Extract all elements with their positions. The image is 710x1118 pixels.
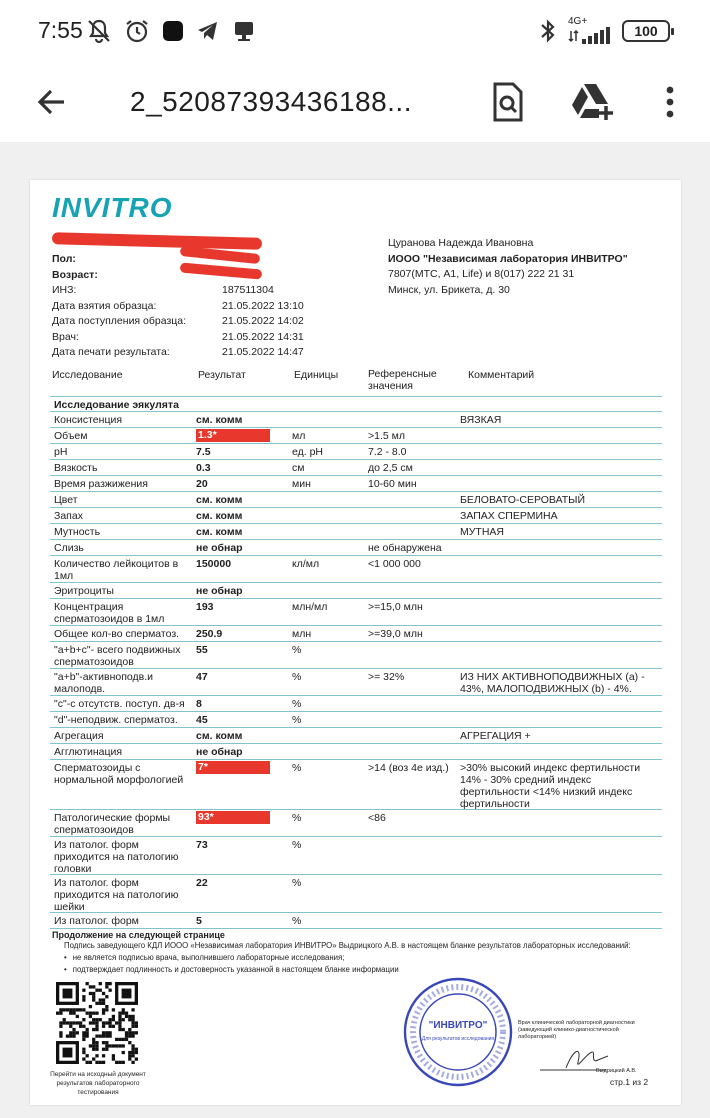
cell-name: pH — [54, 446, 68, 458]
cell-name: Из патолог. форм — [54, 915, 139, 927]
header-name: Исследование — [52, 369, 123, 381]
mute-icon — [86, 18, 112, 44]
table-row — [50, 837, 662, 875]
header-unit: Единицы — [294, 369, 339, 381]
system-icons — [538, 17, 670, 45]
cell-result: 7* — [196, 761, 270, 774]
invitro-logo: INVITRO — [52, 192, 173, 223]
patient-field-value: 187511304 — [222, 284, 274, 296]
cell-result: см. комм — [196, 730, 243, 742]
cell-comment: >30% высокий индекс фертильности 14% - 30% средний индекс фертильности <14% низкий индекс фертильности — [460, 762, 641, 810]
patient-field-value: 21.05.2022 13:10 — [222, 299, 304, 312]
table-row — [50, 583, 662, 599]
app-bar — [0, 62, 710, 142]
table-row — [50, 556, 662, 583]
signature-bullet-1: • не является подписью врача, выполнившего лабораторные исследования; — [52, 952, 672, 964]
patient-field — [52, 283, 392, 299]
cell-result: 0.3 — [196, 462, 211, 474]
patient-field-label: Дата взятия образца: — [52, 299, 157, 312]
cell-unit: % — [292, 762, 302, 774]
patient-info — [52, 252, 392, 361]
cell-result: 45 — [196, 714, 208, 726]
header-ref: Референсные значения — [368, 368, 437, 392]
cell-unit: % — [292, 839, 302, 851]
cell-name: Вязкость — [54, 462, 98, 474]
add-to-drive-icon — [570, 82, 614, 122]
cell-unit: % — [292, 714, 302, 726]
cell-ref: 7.2 - 8.0 — [368, 446, 407, 458]
table-row — [50, 476, 662, 492]
lab-info — [388, 236, 678, 298]
cell-name: Запах — [54, 510, 83, 522]
cell-result: см. комм — [196, 414, 243, 426]
cell-name: "c"-с отсутств. поступ. дв-я — [54, 698, 185, 710]
table-row — [50, 444, 662, 460]
cell-name: Консистенция — [54, 414, 123, 426]
table-row — [50, 744, 662, 760]
cell-comment: ИЗ НИХ АКТИВНОПОДВИЖНЫХ (a) - 43%, МАЛОПОДВИЖНЫХ (b) - 4%. — [460, 671, 645, 695]
patient-field-label: Возраст: — [52, 268, 98, 281]
cell-comment: ЗАПАХ СПЕРМИНА — [460, 510, 558, 522]
section-title: Исследование эякулята — [50, 396, 662, 412]
cell-unit: мл — [292, 430, 306, 442]
cell-name: Цвет — [54, 494, 78, 506]
cell-result: не обнар — [196, 585, 243, 597]
patient-field — [52, 268, 392, 284]
table-row — [50, 669, 662, 696]
cell-result: не обнар — [196, 746, 243, 758]
back-arrow-icon[interactable] — [34, 84, 70, 120]
cell-unit: % — [292, 812, 302, 824]
cell-name: "a+b+c"- всего подвижных сперматозоидов — [54, 644, 181, 668]
table-row — [50, 508, 662, 524]
document-search-icon — [491, 82, 525, 122]
patient-field — [52, 345, 392, 361]
signal-icon — [568, 27, 612, 45]
cell-ref: >1.5 мл — [368, 430, 405, 442]
cell-result: 150000 — [196, 558, 232, 570]
table-row — [50, 810, 662, 837]
cell-result: 55 — [196, 644, 208, 656]
notification-icons — [86, 17, 256, 45]
table-row — [50, 599, 662, 626]
cell-unit: % — [292, 877, 302, 889]
patient-field-value: 21.05.2022 14:02 — [222, 315, 304, 327]
table-row — [50, 428, 662, 444]
cell-ref: <86 — [368, 812, 386, 824]
cell-unit: % — [292, 915, 302, 927]
patient-field-label: ИНЗ: — [52, 284, 77, 296]
page-number: стр.1 из 2 — [610, 1077, 649, 1087]
lab-doctor: Цуранова Надежда Ивановна — [388, 237, 534, 249]
cell-result: 8 — [196, 698, 202, 710]
signature-bullet-2: • подтверждает подлинность и достоверность указанной в настоящем бланке информации — [52, 964, 672, 976]
table-row — [50, 540, 662, 556]
patient-field-label: Дата печати результата: — [52, 346, 170, 358]
cell-ref: >14 (воз 4е изд.) — [368, 762, 449, 774]
cell-name: Из патолог. форм приходится на патологию головки — [54, 839, 179, 875]
cell-unit: млн — [292, 628, 312, 640]
cell-result: 93* — [196, 811, 270, 824]
cell-name: "d"-неподвиж. сперматоз. — [54, 714, 178, 726]
network-label: 4G+ — [568, 16, 588, 27]
cell-ref: >=39,0 млн — [368, 628, 423, 640]
table-row — [50, 728, 662, 744]
document-page — [30, 180, 681, 1105]
patient-field-value: 21.05.2022 14:47 — [222, 346, 304, 358]
cell-comment: АГРЕГАЦИЯ + — [460, 730, 531, 742]
bluetooth-icon — [538, 18, 558, 44]
patient-field — [52, 252, 392, 268]
signature-note: Подпись заведующего КДЛ ИООО «Независимая лаборатория ИНВИТРО» Выдрицкого А.В. в настоящем бланке результатов лабораторных исследований: — [64, 941, 631, 950]
cell-unit: кл/мл — [292, 558, 320, 570]
alarm-icon — [124, 18, 150, 44]
cell-comment: ВЯЗКАЯ — [460, 414, 502, 426]
cell-comment: МУТНАЯ — [460, 526, 504, 538]
doctor-name: Выдрицкий А.В. — [596, 1068, 637, 1074]
table-row — [50, 412, 662, 428]
table-header — [52, 368, 660, 396]
table-row — [50, 626, 662, 642]
cell-name: Концентрация сперматозоидов в 1мл — [54, 601, 165, 625]
patient-field — [52, 299, 392, 315]
cell-result: 20 — [196, 478, 208, 490]
footer — [52, 930, 672, 976]
qr-caption: Перейти на исходный документ результатов лабораторного тестирования — [50, 1071, 146, 1096]
cell-unit: % — [292, 671, 302, 683]
cell-result: 47 — [196, 671, 208, 683]
table-row — [50, 524, 662, 540]
cell-result: 250.9 — [196, 628, 223, 640]
redaction-mark — [52, 232, 262, 249]
lab-stamp — [402, 976, 514, 1088]
telegram-icon — [196, 19, 220, 43]
cell-name: Объем — [54, 430, 88, 442]
status-bar — [0, 0, 710, 62]
header-result: Результат — [198, 369, 246, 381]
cell-ref: до 2,5 см — [368, 462, 413, 474]
cell-name: Сперматозоиды с нормальной морфологией — [54, 762, 184, 786]
cell-unit: ед. pH — [292, 446, 323, 458]
table-row — [50, 875, 662, 913]
add-to-drive-button[interactable] — [570, 80, 614, 124]
more-options-button[interactable] — [648, 80, 692, 124]
stamp-text: "ИНВИТРО" — [428, 1020, 488, 1031]
table-row — [50, 760, 662, 810]
cell-name: Мутность — [54, 526, 101, 538]
document-title: 2_52087393436188... — [130, 86, 412, 117]
lab-org: ИООО "Независимая лаборатория ИНВИТРО" — [388, 252, 628, 265]
cell-ref: не обнаружена — [368, 542, 442, 554]
cell-name: Слизь — [54, 542, 84, 554]
cell-ref: <1 000 000 — [368, 558, 421, 570]
lab-phone: 7807(МТС, A1, Life) и 8(017) 222 21 31 — [388, 268, 575, 280]
cell-result: см. комм — [196, 526, 243, 538]
table-row — [50, 460, 662, 476]
cell-ref: >= 32% — [368, 671, 405, 683]
cell-name: Из патолог. форм приходится на патологию шейки — [54, 877, 179, 913]
app-icon — [162, 20, 184, 42]
cell-name: Общее кол-во сперматоз. — [54, 628, 180, 640]
cell-result: см. комм — [196, 510, 243, 522]
battery-indicator: 100 — [622, 20, 670, 42]
patient-field-label: Врач: — [52, 330, 79, 343]
cell-name: Время разжижения — [54, 478, 148, 490]
patient-field — [52, 330, 392, 346]
cell-name: Количество лейкоцитов в 1мл — [54, 558, 179, 582]
cell-name: Агглютинация — [54, 746, 123, 758]
table-row — [50, 712, 662, 728]
stamp-subtext: Для результатов исследования — [421, 1036, 495, 1042]
cell-unit: % — [292, 698, 302, 710]
table-row — [50, 492, 662, 508]
patient-field-label: Дата поступления образца: — [52, 315, 187, 327]
cell-result: 73 — [196, 839, 208, 851]
cell-ref: 10-60 мин — [368, 478, 417, 490]
cell-result: см. комм — [196, 494, 243, 506]
cell-name: "a+b"-активноподв.и малоподв. — [54, 671, 153, 695]
patient-field-value: 21.05.2022 14:31 — [222, 330, 304, 343]
cell-ref: >=15,0 млн — [368, 601, 423, 613]
cell-result: не обнар — [196, 542, 243, 554]
patient-field-label: Пол: — [52, 253, 76, 265]
cell-result: 1.3* — [196, 429, 270, 442]
cell-result: 193 — [196, 601, 214, 613]
cell-unit: см — [292, 462, 305, 474]
patient-field — [52, 314, 392, 330]
qr-code[interactable] — [56, 982, 138, 1064]
status-time: 7:55 — [38, 17, 83, 43]
search-document-button[interactable] — [486, 80, 530, 124]
continued-note: Продолжение на следующей странице — [52, 930, 225, 940]
cell-result: 22 — [196, 877, 208, 889]
doctor-title: Врач клинической лабораторной диагностики (заведующий клинико-диагностической лабораторией) — [518, 1020, 635, 1040]
header-comment: Комментарий — [468, 369, 535, 381]
cell-unit: млн/мл — [292, 601, 328, 613]
cell-name: Эритроциты — [54, 585, 114, 597]
more-vert-icon — [666, 86, 674, 118]
pdf-viewer[interactable] — [0, 142, 710, 1118]
sim-icon — [232, 19, 256, 43]
table-row — [50, 696, 662, 712]
table-row — [50, 642, 662, 669]
table-row — [50, 913, 662, 929]
lab-address: Минск, ул. Брикета, д. 30 — [388, 283, 510, 296]
cell-unit: мин — [292, 478, 311, 490]
cell-unit: % — [292, 644, 302, 656]
cell-result: 5 — [196, 915, 202, 927]
cell-comment: БЕЛОВАТО-СЕРОВАТЫЙ — [460, 494, 586, 506]
results-table — [50, 396, 662, 929]
cell-result: 7.5 — [196, 446, 211, 458]
cell-name: Агрегация — [54, 730, 104, 742]
cell-name: Патологические формы сперматозоидов — [54, 812, 171, 836]
